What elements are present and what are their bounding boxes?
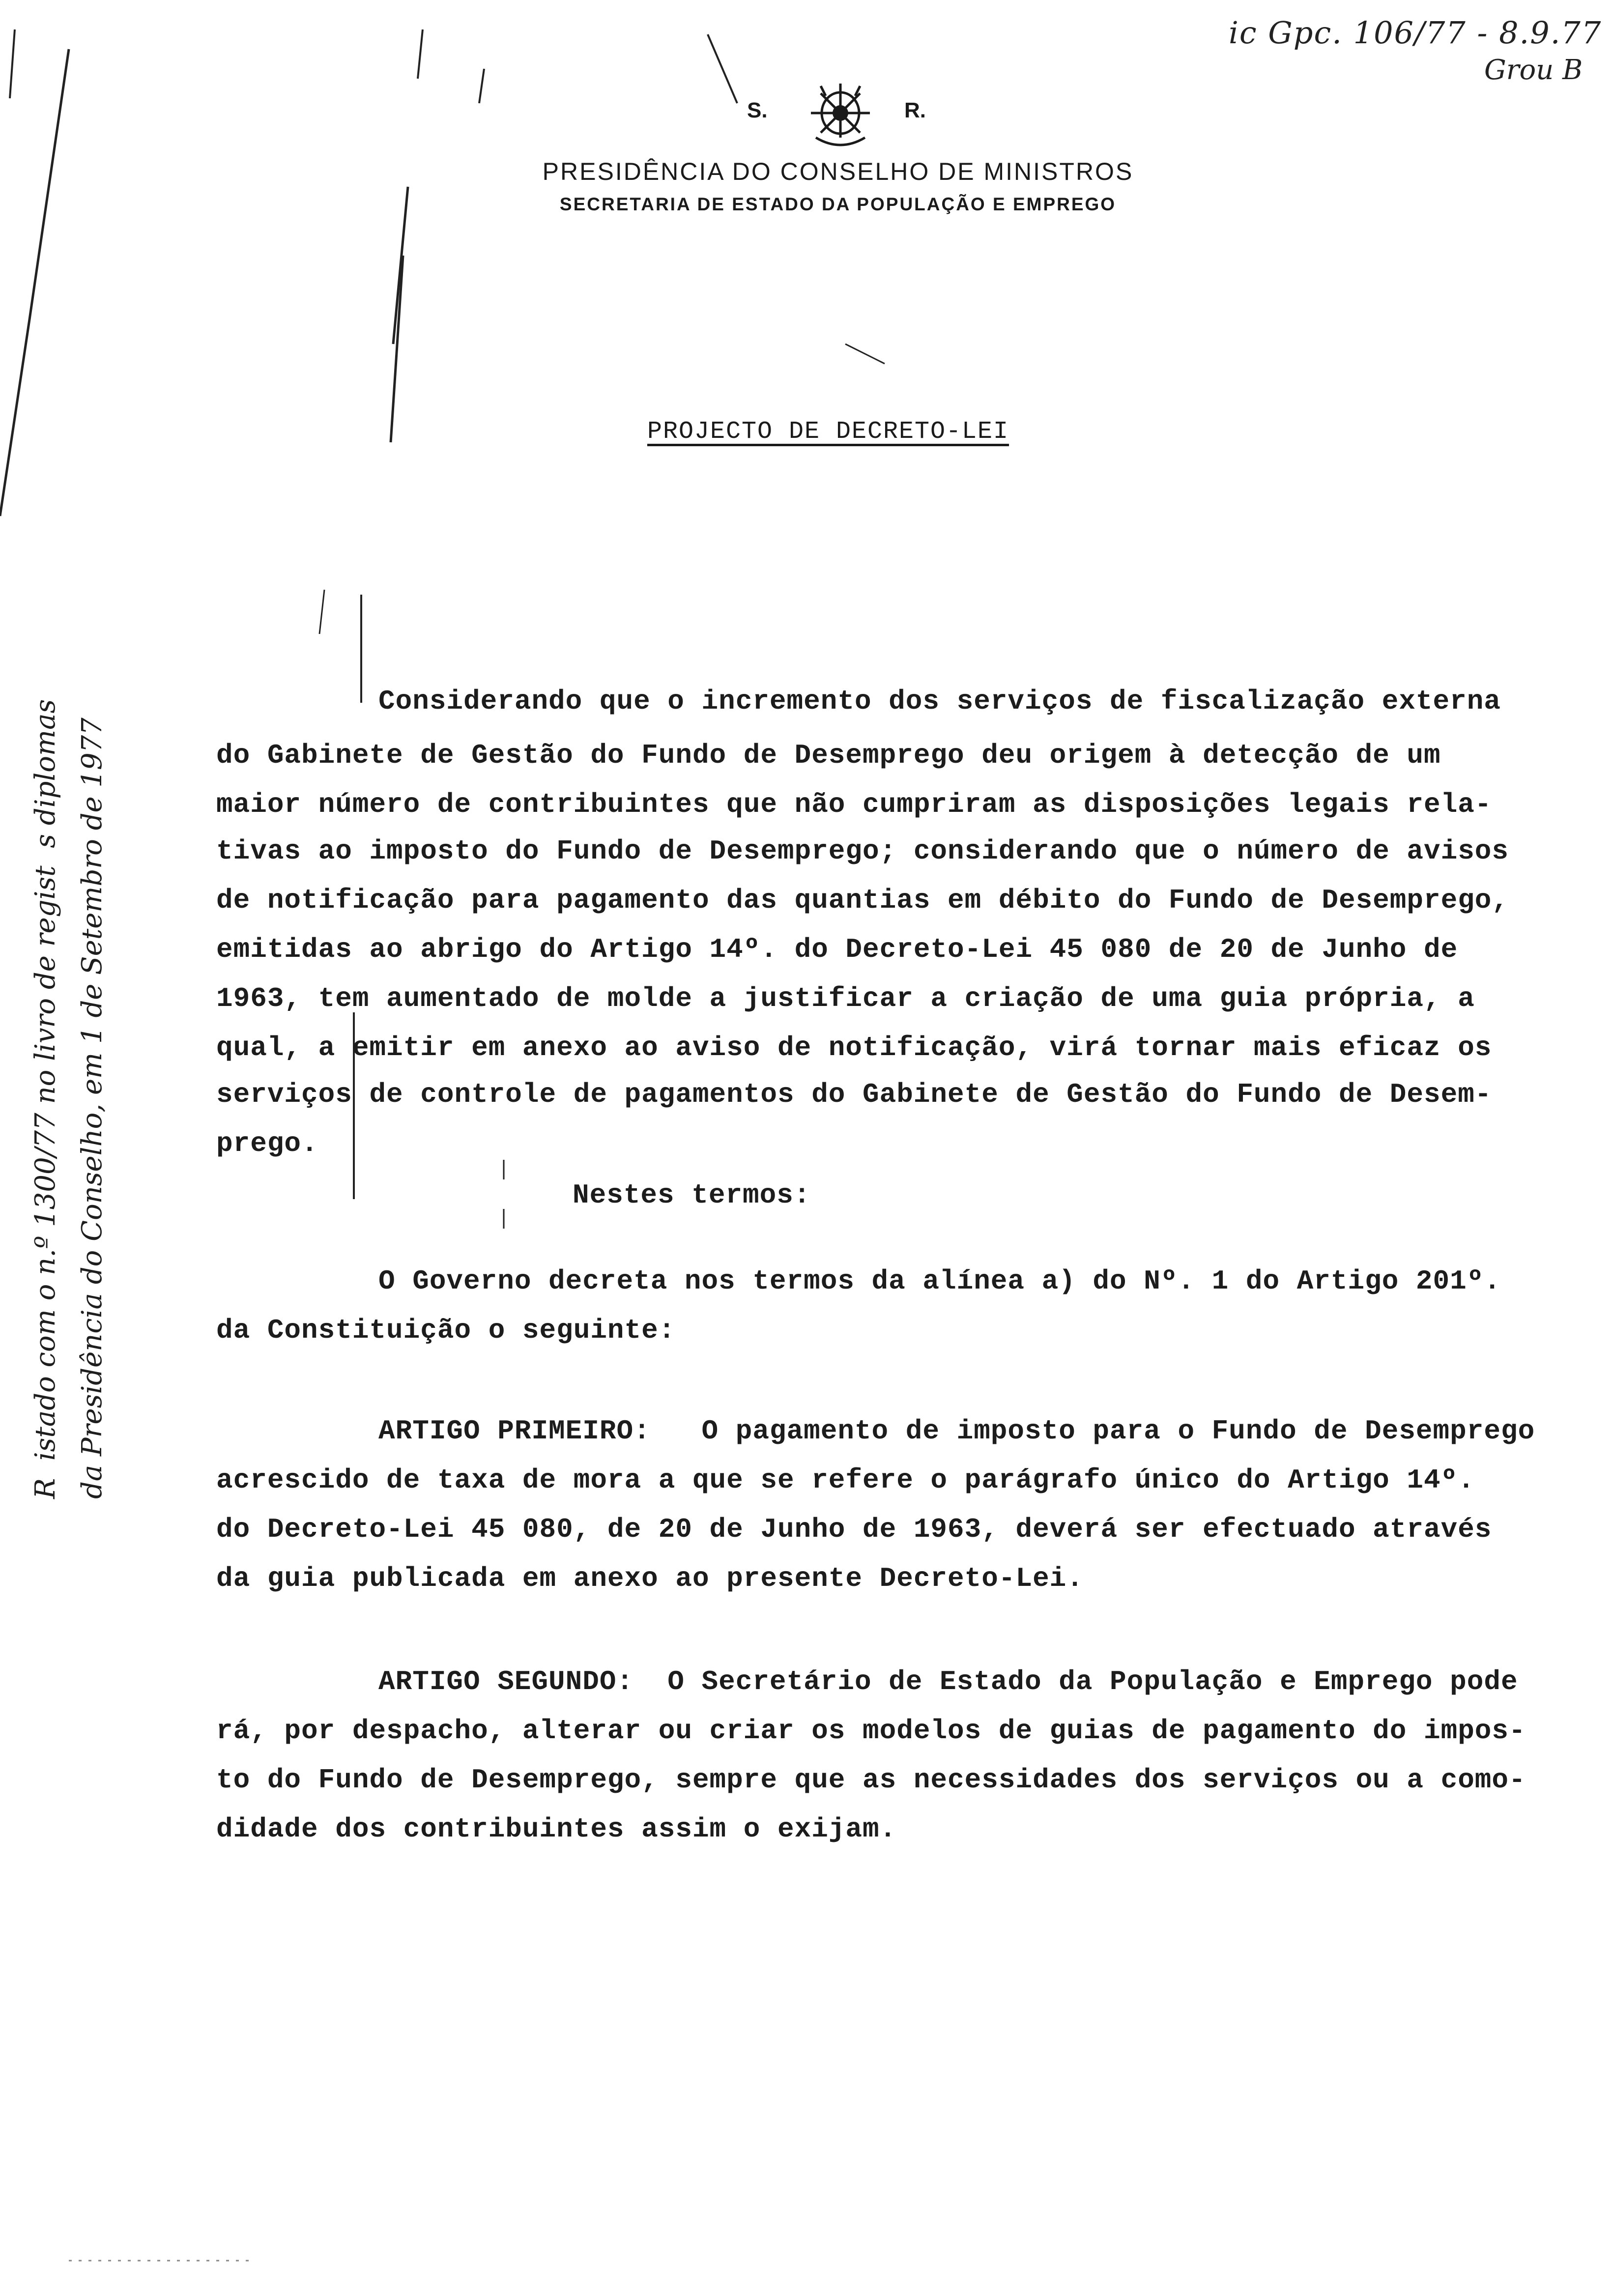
article-two-line: to do Fundo de Desemprego, sempre que as necessidades dos serviços ou a como- xyxy=(216,1764,1526,1796)
seal-left-letter: S. xyxy=(747,98,768,122)
nestes-termos: Nestes termos: xyxy=(573,1179,811,1211)
letterhead-presidency: PRESIDÊNCIA DO CONSELHO DE MINISTROS xyxy=(542,158,1134,185)
article-one-line: da guia publicada em anexo ao presente Decreto-Lei. xyxy=(216,1563,1084,1594)
handwritten-group: Grou B xyxy=(1484,54,1583,86)
preamble-line: maior número de contribuintes que não cumpriram as disposições legais rela- xyxy=(216,789,1492,820)
registration-stamp-line: da Presidência do Conselho, em 1 de Setembro de 1977 xyxy=(76,718,108,1499)
document-title-text: PROJECTO DE DECRETO-LEI xyxy=(647,418,1009,446)
article-one-line: ARTIGO PRIMEIRO: O pagamento de imposto para o Fundo de Desemprego xyxy=(378,1415,1535,1447)
article-one-line: acrescido de taxa de mora a que se refere o parágrafo único do Artigo 14º. xyxy=(216,1464,1475,1496)
article-two-line: rá, por despacho, alterar ou criar os modelos de guias de pagamento do impos- xyxy=(216,1715,1526,1747)
article-one-line: do Decreto-Lei 45 080, de 20 de Junho de 1963, deverá ser efectuado através xyxy=(216,1514,1492,1545)
letterhead-seal xyxy=(737,74,934,157)
decree-clause-line: da Constituição o seguinte: xyxy=(216,1315,676,1346)
preamble-line: do Gabinete de Gestão do Fundo de Desemprego deu origem à detecção de um xyxy=(216,740,1441,771)
handwritten-reference: ic Gpc. 106/77 - 8.9.77 xyxy=(1229,15,1602,51)
article-two-line: ARTIGO SEGUNDO: O Secretário de Estado da População e Emprego pode xyxy=(378,1666,1518,1697)
seal-right-letter: R. xyxy=(904,98,926,122)
preamble-line: Considerando que o incremento dos serviços de fiscalização externa xyxy=(378,686,1501,717)
preamble-line: qual, a emitir em anexo ao aviso de notificação, virá tornar mais eficaz os xyxy=(216,1032,1492,1063)
registration-stamp xyxy=(29,639,128,1499)
preamble-line: emitidas ao abrigo do Artigo 14º. do Decreto-Lei 45 080 de 20 de Junho de xyxy=(216,934,1458,965)
decree-clause-line: O Governo decreta nos termos da alínea a) do Nº. 1 do Artigo 201º. xyxy=(378,1265,1501,1297)
preamble-line: de notificação para pagamento das quantias em débito do Fundo de Desemprego, xyxy=(216,885,1509,916)
letterhead-secretariat: SECRETARIA DE ESTADO DA POPULAÇÃO E EMPREGO xyxy=(559,194,1117,214)
preamble-line: prego. xyxy=(216,1128,318,1159)
republic-emblem xyxy=(791,74,890,152)
preamble-line: tivas ao imposto do Fundo de Desemprego; considerando que o número de avisos xyxy=(216,835,1509,867)
preamble-line: serviços de controle de pagamentos do Gabinete de Gestão do Fundo de Desem- xyxy=(216,1079,1492,1110)
preamble-line: 1963, tem aumentado de molde a justificar a criação de uma guia própria, a xyxy=(216,983,1475,1014)
document-title xyxy=(0,418,1612,446)
article-two-line: didade dos contribuintes assim o exijam. xyxy=(216,1813,897,1845)
registration-stamp-line: R istado com o n.º 1300/77 no livro de regist s diplomas xyxy=(29,699,61,1499)
